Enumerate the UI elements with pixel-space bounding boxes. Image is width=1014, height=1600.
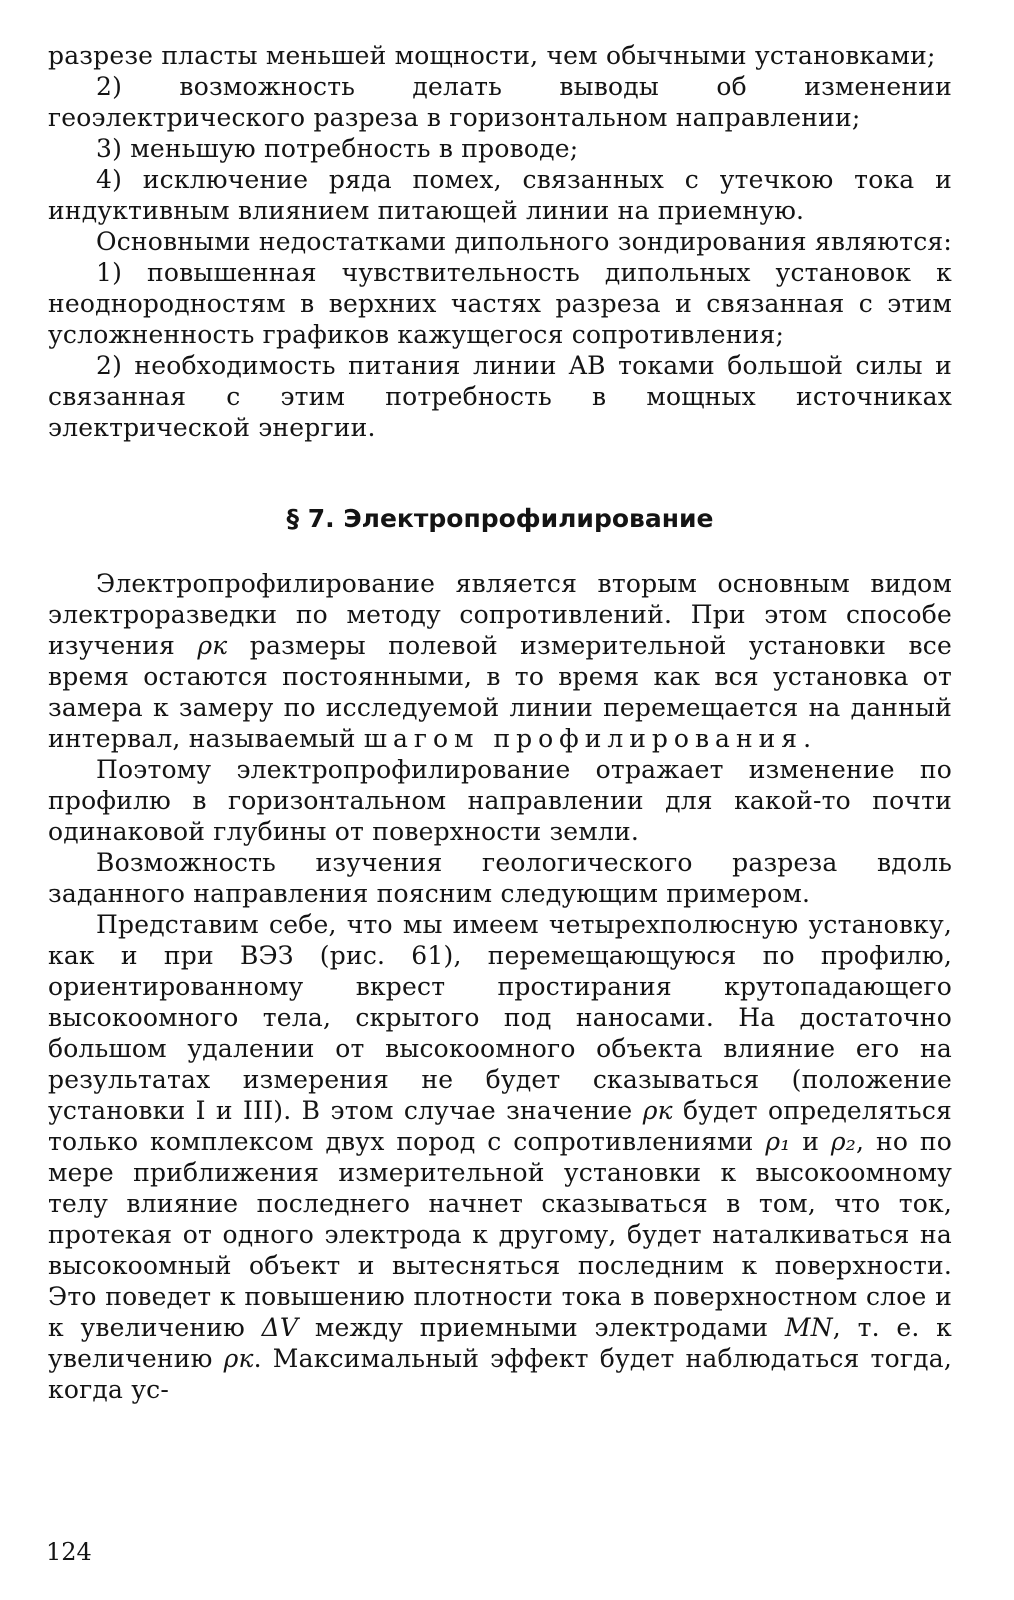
list-item-3: 3) меньшую потребность в проводе;: [96, 134, 579, 163]
rho-k-symbol: ρк: [642, 1096, 673, 1125]
text-run: . Максимальный эффект будет наблюдаться тогда, когда ус-: [48, 1344, 952, 1404]
rho-2-symbol: ρ₂: [830, 1127, 857, 1156]
drawbacks-intro: Основными недостатками дипольного зондирования являются:: [96, 227, 952, 256]
text-run: размеры полевой измерительной установки все время остаются постоянными, в то время как вся установка от замера к замеру по исследуемой линии перемещается на данный интервал, называемый: [48, 631, 952, 753]
text-run: между приемными электродами: [298, 1313, 785, 1342]
page-body: [48, 40, 952, 1405]
drawback-item-1: 1) повышенная чувствительность дипольных установок к неоднородностям в верхних частях разреза и связанная с этим усложненность графиков кажущегося сопротивления;: [48, 258, 952, 349]
section-paragraph-2: Поэтому электропрофилирование отражает изменение по профилю в горизонтальном направлении для какой-то почти одинаковой глубины от поверхности земли.: [48, 755, 952, 846]
list-item-2: 2) возможность делать выводы об изменении геоэлектрического разреза в горизонтальном направлении;: [48, 72, 952, 132]
text-run: , но по мере приближения измерительной установки к высокоомному телу влияние последнего начнет сказываться в том, что ток, протекая от одного электрода к другому, будет наталкиваться на высокоомный объект и вытесняться последним к поверхности. Это поведет к повышению плотности тока в поверхностном слое и к увеличению: [48, 1127, 953, 1342]
text-run: и: [790, 1127, 831, 1156]
paragraph-continuation: разрезе пласты меньшей мощности, чем обычными установками;: [48, 41, 936, 70]
section-paragraph-1: [48, 568, 952, 754]
section-paragraph-4: [48, 909, 952, 1405]
list-item-4: 4) исключение ряда помех, связанных с утечкою тока и индуктивным влиянием питающей линии на приемную.: [48, 165, 952, 225]
delta-v-symbol: ΔV: [261, 1313, 299, 1342]
text-run: будет определяться только комплексом двух пород с сопротивлениями: [48, 1096, 952, 1156]
section-paragraph-3: Возможность изучения геологического разреза вдоль заданного направления поясним следующим примером.: [48, 848, 952, 908]
text-run: , т. е. к увеличению: [48, 1313, 953, 1373]
rho-k-symbol: ρк: [197, 631, 228, 660]
mn-symbol: MN: [784, 1313, 833, 1342]
text-run: Электропрофилирование является вторым основным видом электроразведки по методу сопротивлений. При этом способе изучения: [48, 569, 952, 660]
rho-k-symbol: ρк: [223, 1344, 254, 1373]
text-run: Представим себе, что мы имеем четырехполюсную установку, как и при ВЭЗ (рис. 61), перемещающуюся по профилю, ориентированному вкрест простирания крутопадающего высокоомного тела, скрытого под наносами. На достаточно большом удалении от высокоомного объекта влияние его на результатах измерения не будет сказываться (положение установки I и III). В этом случае значение: [48, 910, 952, 1125]
emphasized-term: шагом профилирования: [363, 724, 804, 753]
drawback-item-2: 2) необходимость питания линии AB токами большой силы и связанная с этим потребность в мощных источниках электрической энергии.: [48, 351, 952, 442]
text-run: .: [803, 724, 812, 753]
section-heading: § 7. Электропрофилирование: [286, 504, 714, 533]
page-number: 124: [46, 1538, 92, 1566]
rho-1-symbol: ρ₁: [765, 1127, 791, 1156]
